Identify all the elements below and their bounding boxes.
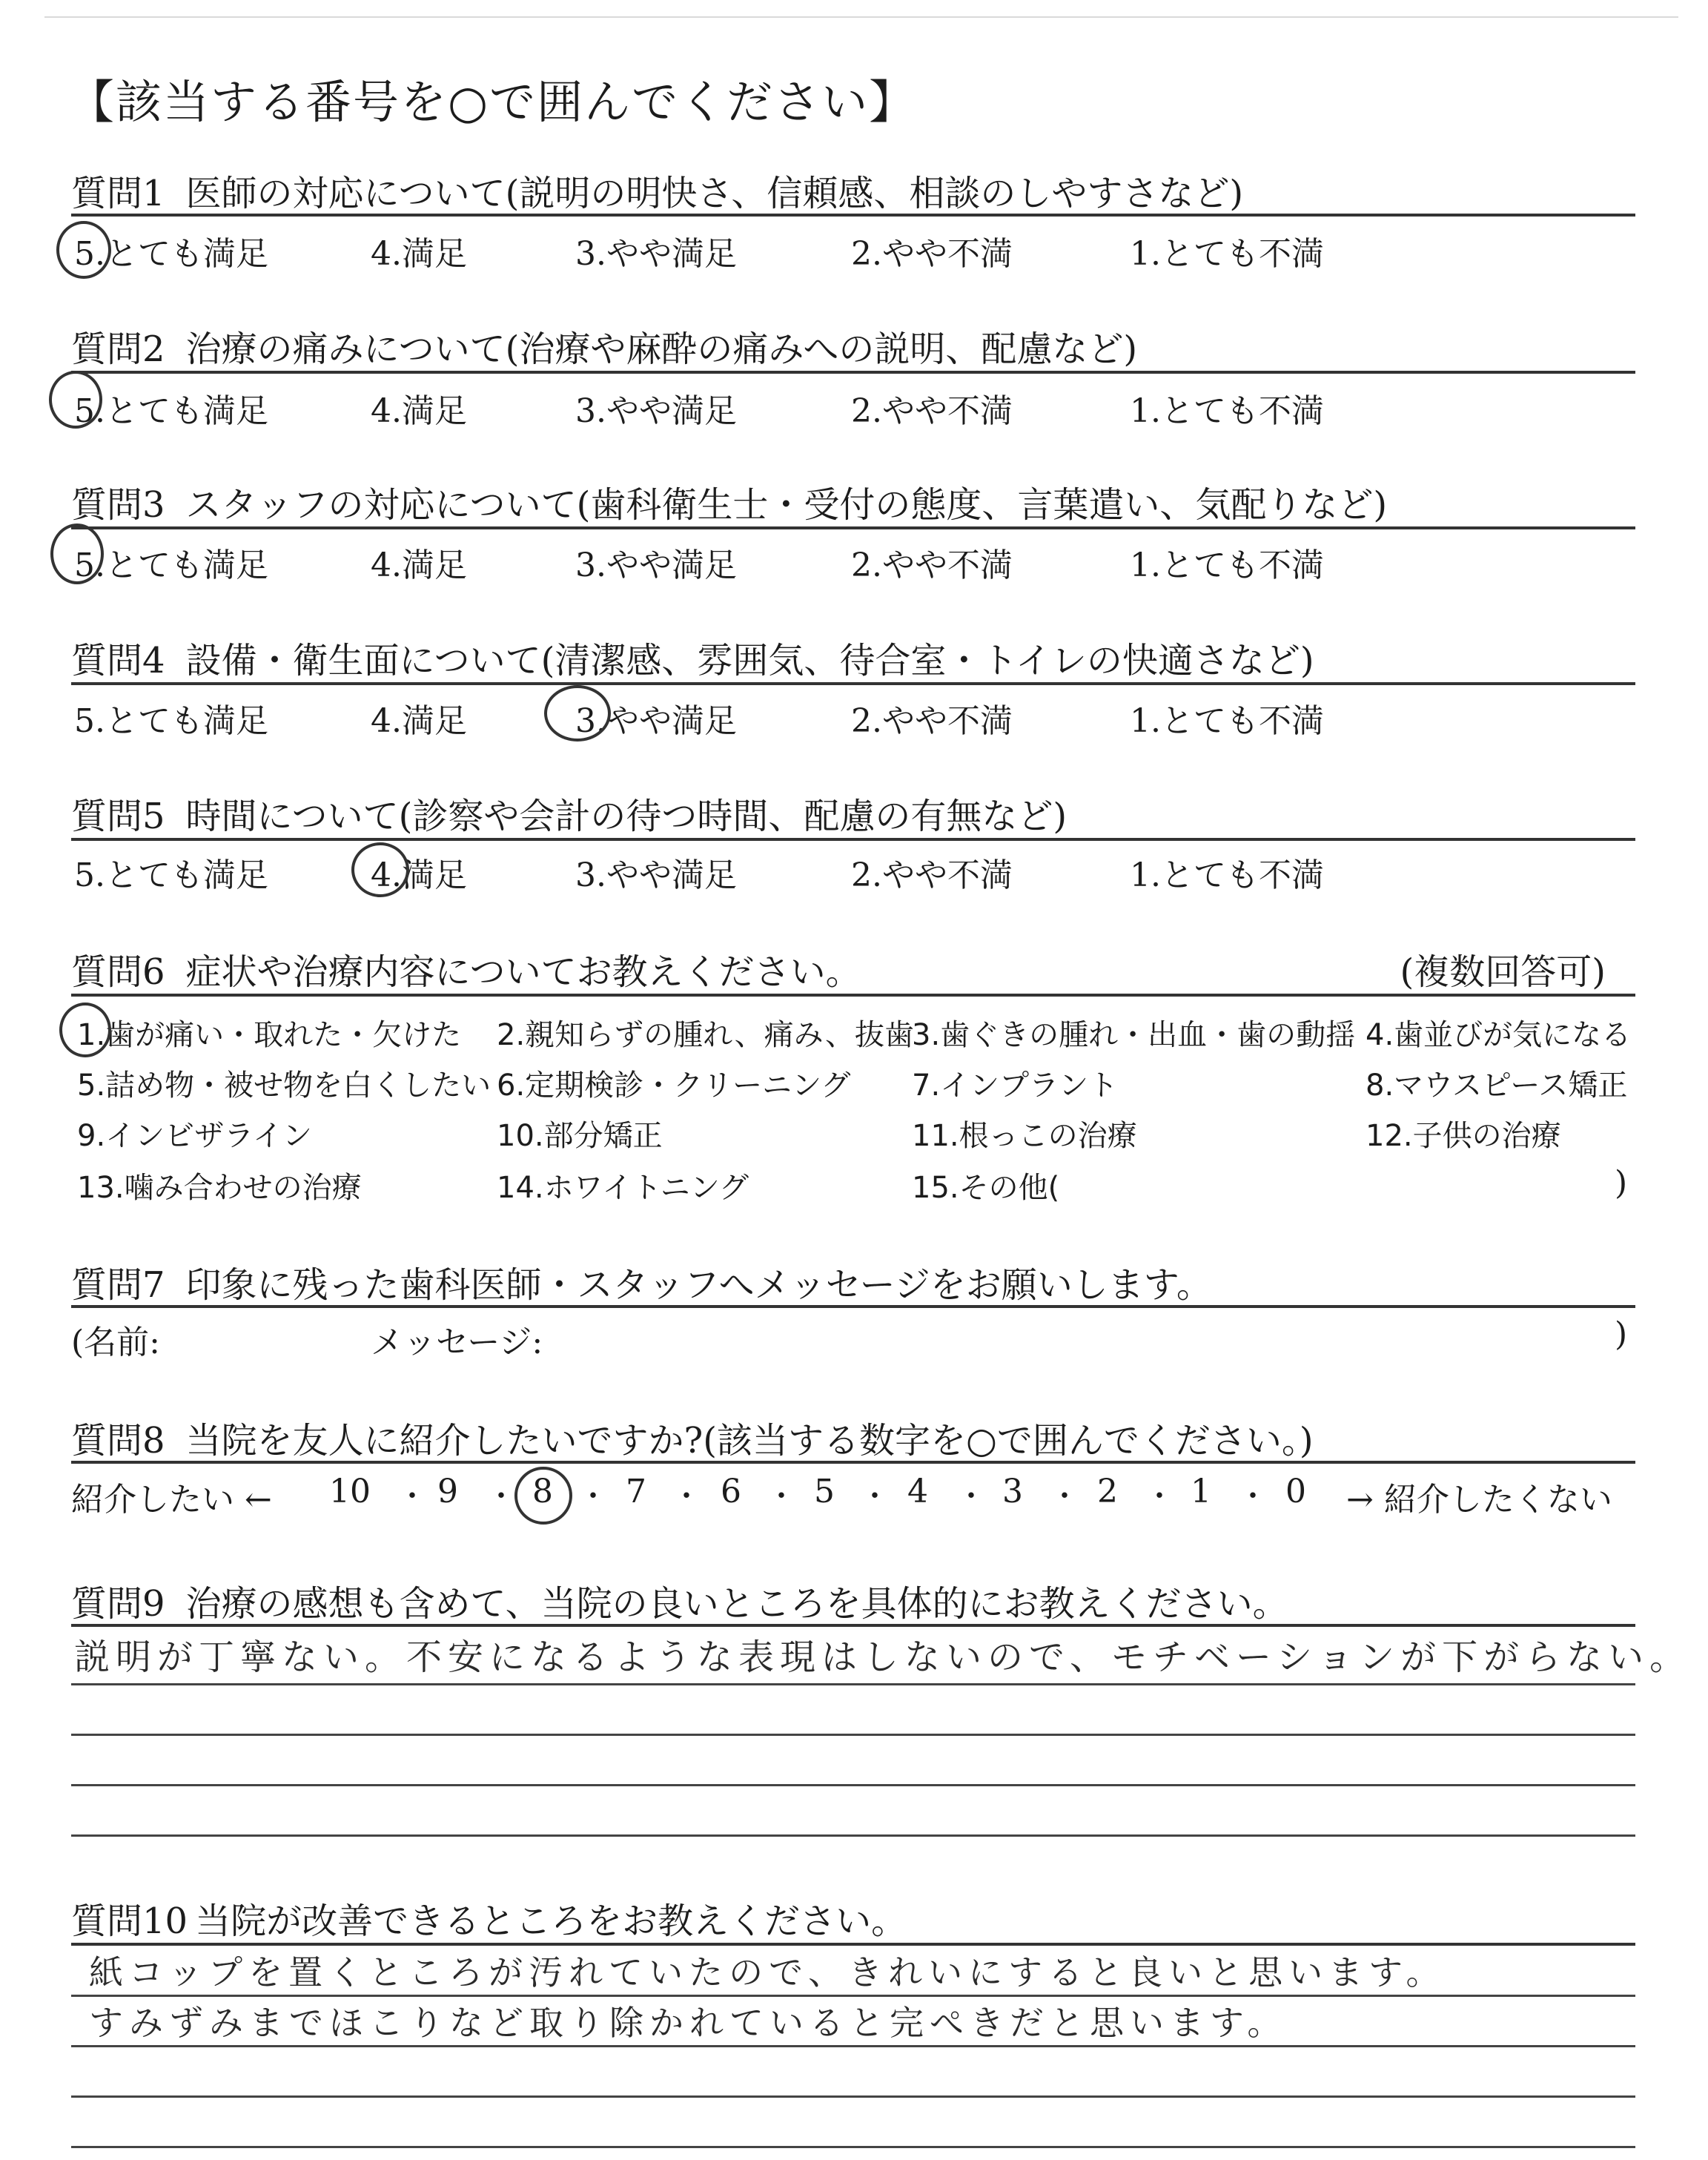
q1-selection-circle (56, 221, 111, 279)
question-number: 質問3 (71, 484, 165, 526)
answer-line (71, 2045, 1635, 2047)
q6-item-10[interactable]: 10.部分矯正 (497, 1119, 663, 1153)
top-edge-line (44, 16, 1678, 18)
question-number: 質問9 (71, 1583, 165, 1625)
q6-item-4[interactable]: 4.歯並びが気になる (1366, 1018, 1632, 1052)
question-6-rule (71, 994, 1635, 997)
q1-option-5[interactable]: 5.とても満足 (74, 235, 268, 273)
scale-separator: ・ (1050, 1479, 1079, 1513)
scale-6[interactable]: 6 (721, 1473, 741, 1510)
q10-handwritten-answer-line-2: すみずみまでほこりなど取り除かれていると完ぺきだと思います。 (89, 2003, 1288, 2043)
q6-item-15[interactable]: 15.その他( (912, 1171, 1060, 1205)
name-label: (名前: (71, 1324, 160, 1361)
answer-line (71, 1784, 1635, 1786)
q6-item-8[interactable]: 8.マウスピース矯正 (1366, 1069, 1628, 1103)
scale-4[interactable]: 4 (907, 1473, 928, 1510)
scale-7[interactable]: 7 (626, 1473, 646, 1510)
q4-option-1[interactable]: 1.とても不満 (1130, 702, 1324, 740)
question-text: 治療の痛みについて(治療や麻酔の痛みへの説明、配慮など) (185, 328, 1138, 370)
question-text: 時間について(診察や会計の待つ時間、配慮の有無など) (185, 796, 1068, 837)
q2-option-4[interactable]: 4.満足 (371, 392, 467, 430)
question-number: 質問8 (71, 1420, 165, 1462)
answer-line (71, 2095, 1635, 2098)
scale-separator: ・ (486, 1479, 516, 1513)
scale-separator: ・ (397, 1479, 427, 1513)
q3-option-2[interactable]: 2.やや不満 (851, 546, 1013, 584)
question-text: 症状や治療内容についてお教えください。 (185, 951, 861, 993)
q5-option-1[interactable]: 1.とても不満 (1130, 856, 1324, 894)
question-number: 質問1 (71, 173, 165, 214)
scale-separator: ・ (956, 1479, 986, 1513)
q6-item-14[interactable]: 14.ホワイトニング (497, 1171, 749, 1205)
q6-selection-circle (59, 1003, 111, 1057)
answer-line (71, 1834, 1635, 1837)
form-heading: 【該当する番号を○で囲んでください】 (68, 75, 917, 129)
question-9-title (71, 1575, 1288, 1626)
q2-option-2[interactable]: 2.やや不満 (851, 392, 1013, 430)
q2-option-5[interactable]: 5.とても満足 (74, 392, 268, 430)
question-number: 質問4 (71, 640, 165, 681)
question-10-title (71, 1892, 907, 1943)
scale-3[interactable]: 3 (1002, 1473, 1023, 1510)
question-1-rule (71, 214, 1635, 217)
q9-handwritten-answer: 説明が丁寧ない。不安になるような表現はしないので、モチベーションが下がらない。 (74, 1636, 1692, 1678)
message-label: メッセージ: (371, 1324, 543, 1361)
q5-option-2[interactable]: 2.やや不満 (851, 856, 1013, 894)
q6-item-12[interactable]: 12.子供の治療 (1366, 1119, 1561, 1153)
q5-option-3[interactable]: 3.やや満足 (575, 856, 737, 894)
q10-handwritten-answer-line-1: 紙コップを置くところが汚れていたので、きれいにすると良いと思います。 (89, 1952, 1446, 1992)
q8-selection-circle (514, 1467, 572, 1525)
q6-item-1[interactable]: 1.歯が痛い・取れた・欠けた (77, 1018, 462, 1052)
scale-1[interactable]: 1 (1191, 1473, 1211, 1510)
q4-option-3[interactable]: 3.やや満足 (575, 702, 737, 740)
scale-separator: ・ (672, 1479, 701, 1513)
q6-item-2[interactable]: 2.親知らずの腫れ、痛み、抜歯 (497, 1018, 914, 1052)
question-8-rule (71, 1461, 1635, 1464)
q3-selection-circle (50, 524, 104, 584)
answer-line (71, 2146, 1635, 2148)
question-text: 印象に残った歯科医師・スタッフへメッセージをお願いします。 (185, 1264, 1212, 1306)
scale-5[interactable]: 5 (814, 1473, 835, 1510)
question-text: スタッフの対応について(歯科衛生士・受付の態度、言葉遣い、気配りなど) (185, 484, 1388, 526)
recommend-right-label: → 紹介したくない (1346, 1481, 1612, 1519)
question-1-title (71, 165, 1243, 216)
q1-option-3[interactable]: 3.やや満足 (575, 235, 737, 273)
q6-other-close-paren: ) (1615, 1164, 1628, 1202)
q2-option-3[interactable]: 3.やや満足 (575, 392, 737, 430)
question-3-rule (71, 526, 1635, 529)
q3-option-5[interactable]: 5.とても満足 (74, 546, 268, 584)
scale-9[interactable]: 9 (437, 1473, 458, 1510)
scale-separator: ・ (578, 1479, 608, 1513)
q4-option-2[interactable]: 2.やや不満 (851, 702, 1013, 740)
question-number: 質問6 (71, 951, 165, 993)
q6-item-6[interactable]: 6.定期検診・クリーニング (497, 1069, 851, 1103)
q4-option-4[interactable]: 4.満足 (371, 702, 467, 740)
q6-item-3[interactable]: 3.歯ぐきの腫れ・出血・歯の動揺 (912, 1018, 1356, 1052)
question-7-title (71, 1256, 1212, 1307)
q6-item-5[interactable]: 5.詰め物・被せ物を白くしたい (77, 1069, 491, 1103)
scale-8[interactable]: 8 (532, 1473, 553, 1510)
question-text: 当院が改善できるところをお教えください。 (195, 1900, 907, 1942)
q2-selection-circle (49, 371, 102, 429)
answer-line (71, 1734, 1635, 1736)
question-number: 質問2 (71, 328, 165, 370)
q6-item-11[interactable]: 11.根っこの治療 (912, 1119, 1137, 1153)
scale-separator: ・ (767, 1479, 796, 1513)
q6-item-7[interactable]: 7.インプラント (912, 1069, 1119, 1103)
scale-separator: ・ (1145, 1479, 1174, 1513)
q7-close-paren: ) (1615, 1315, 1628, 1353)
q5-selection-circle (351, 842, 409, 897)
question-3-title (71, 476, 1387, 527)
question-7-rule (71, 1305, 1635, 1308)
q2-option-1[interactable]: 1.とても不満 (1130, 392, 1324, 430)
question-4-rule (71, 682, 1635, 685)
q1-option-2[interactable]: 2.やや不満 (851, 235, 1013, 273)
q4-option-5[interactable]: 5.とても満足 (74, 702, 268, 740)
scale-separator: ・ (860, 1479, 890, 1513)
q3-option-4[interactable]: 4.満足 (371, 546, 467, 584)
scale-separator: ・ (1238, 1479, 1268, 1513)
q5-option-4[interactable]: 4.満足 (371, 856, 467, 894)
question-number: 質問5 (71, 796, 165, 837)
scale-10[interactable]: 10 (329, 1473, 371, 1510)
question-5-rule (71, 838, 1635, 841)
q6-item-13[interactable]: 13.噛み合わせの治療 (77, 1171, 362, 1205)
q4-selection-circle (544, 685, 611, 742)
answer-line (71, 1683, 1635, 1685)
question-2-title (71, 320, 1137, 371)
scale-2[interactable]: 2 (1097, 1473, 1118, 1510)
recommend-left-label: 紹介したい ← (71, 1481, 272, 1519)
question-2-rule (71, 371, 1635, 374)
q1-option-1[interactable]: 1.とても不満 (1130, 235, 1324, 273)
q3-option-1[interactable]: 1.とても不満 (1130, 546, 1324, 584)
q1-option-4[interactable]: 4.満足 (371, 235, 467, 273)
question-text: 医師の対応について(説明の明快さ、信頼感、相談のしやすさなど) (185, 173, 1244, 214)
question-number: 質問10 (71, 1900, 188, 1942)
multiple-answers-note: (複数回答可) (1400, 951, 1606, 993)
question-8-title (71, 1412, 1314, 1463)
scale-0[interactable]: 0 (1285, 1473, 1306, 1510)
question-4-title (71, 632, 1314, 683)
question-9-rule (71, 1624, 1635, 1627)
question-5-title (71, 787, 1067, 839)
q5-option-5[interactable]: 5.とても満足 (74, 856, 268, 894)
question-text: 治療の感想も含めて、当院の良いところを具体的にお教えください。 (185, 1583, 1288, 1625)
q3-option-3[interactable]: 3.やや満足 (575, 546, 737, 584)
question-6-title (71, 943, 861, 994)
question-text: 設備・衛生面について(清潔感、雰囲気、待合室・トイレの快適さなど) (185, 640, 1314, 681)
q6-item-9[interactable]: 9.インビザライン (77, 1119, 312, 1153)
question-text: 当院を友人に紹介したいですか?(該当する数字を○で囲んでください。) (185, 1420, 1314, 1462)
question-number: 質問7 (71, 1264, 165, 1306)
